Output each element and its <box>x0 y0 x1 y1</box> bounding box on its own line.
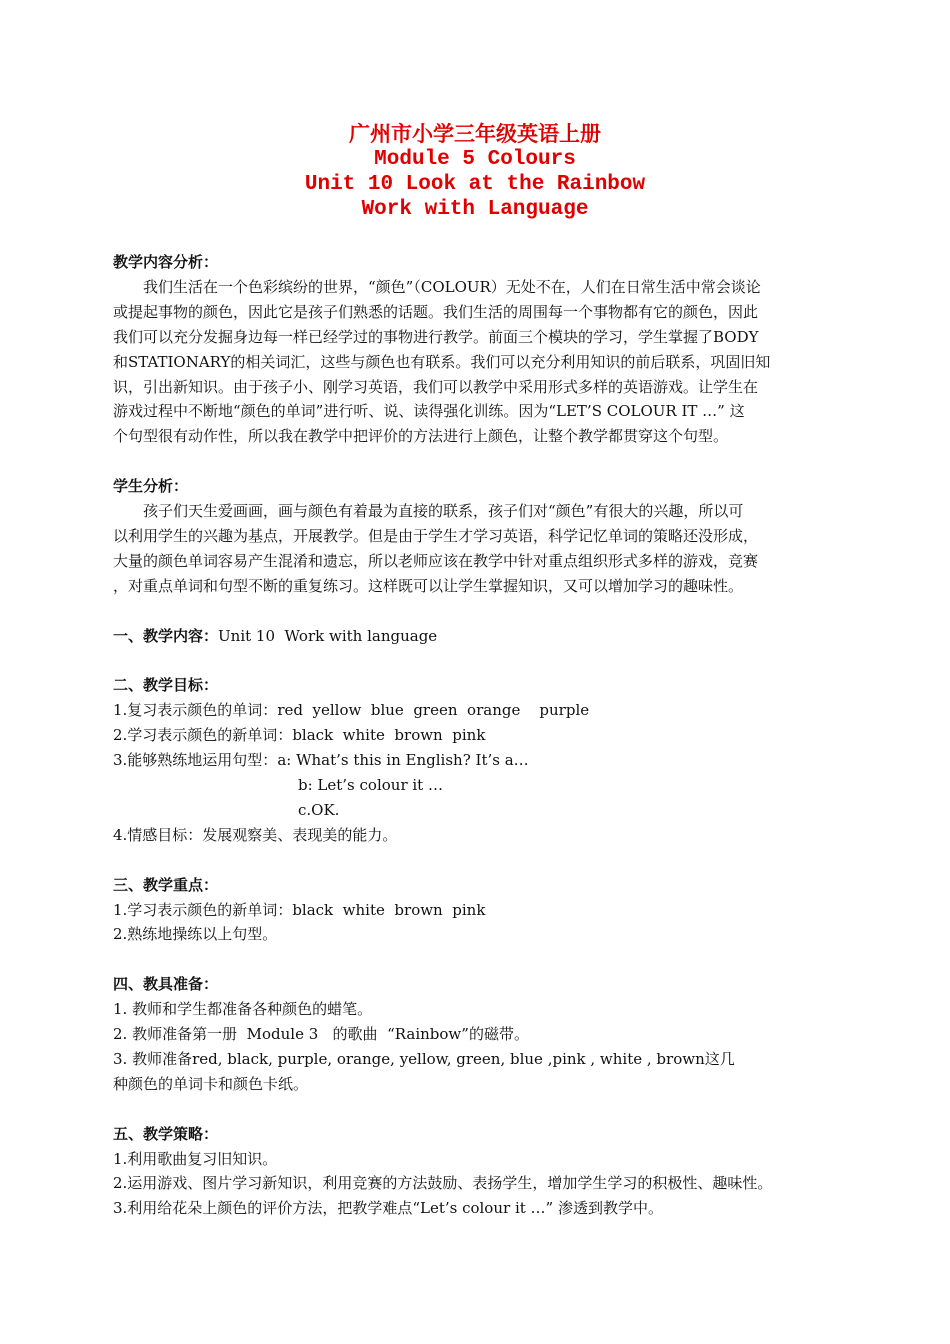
prep-item-1: 1. 教师和学生都准备各种颜色的蜡笔。 <box>113 1000 373 1019</box>
goal-item-2: 2.学习表示颜色的新单词：black white brown pink <box>113 726 486 745</box>
teaching-content-line <box>113 624 835 649</box>
analysis-line: 我们生活在一个色彩缤纷的世界，“颜色”（COLOUR）无处不在，人们在日常生活中常会谈论 <box>143 277 761 296</box>
goal-item-3b: b: Let’s colour it … <box>298 775 443 794</box>
heading-teaching-goals: 二、教学目标： <box>113 676 219 695</box>
analysis-line: 个句型很有动作性，所以我在教学中把评价的方法进行上颜色，让整个教学都贯穿这个句型。 <box>113 427 729 446</box>
goal-item-3c: c.OK. <box>298 800 340 819</box>
heading-student-analysis: 学生分析： <box>113 477 189 496</box>
title-chinese: 广州市小学三年级英语上册 <box>349 122 601 146</box>
heading-teaching-aids: 四、教具准备： <box>113 975 219 994</box>
title-work: Work with Language <box>361 198 589 221</box>
students-line: 大量的颜色单词容易产生混淆和遗忘，所以老师应该在教学中针对重点组织形式多样的游戏，竞赛 <box>113 551 759 570</box>
goal-item-3: 3.能够熟练地运用句型：a: What’s this in English? It’s a… <box>113 751 529 770</box>
keypoint-item-1: 1.学习表示颜色的新单词：black white brown pink <box>113 900 486 919</box>
strategy-item-2: 2.运用游戏、图片学习新知识，利用竞赛的方法鼓励、表扬学生，增加学生学习的积极性、趣味性。 <box>113 1174 773 1193</box>
document-body <box>113 250 835 1221</box>
prep-item-2: 2. 教师准备第一册 Module 3 的歌曲 “Rainbow”的磁带。 <box>113 1025 529 1044</box>
title-unit: Unit 10 Look at the Rainbow <box>304 173 646 196</box>
analysis-line: 和STATIONARY的相关词汇，这些与颜色也有联系。我们可以充分利用知识的前后联系，巩固旧知 <box>113 352 771 371</box>
students-line: ，对重点单词和句型不断的重复练习。这样既可以让学生掌握知识，又可以增加学习的趣味性。 <box>113 576 744 595</box>
prep-item-3-continued: 种颜色的单词卡和颜色卡纸。 <box>113 1074 309 1093</box>
teaching-content-text: Unit 10 Work with language <box>218 626 438 645</box>
goal-item-1: 1.复习表示颜色的单词：red yellow blue green orange purple <box>113 701 590 720</box>
strategy-item-3: 3.利用给花朵上颜色的评价方法，把教学难点“Let’s colour it …” 渗透到教学中。 <box>113 1199 663 1218</box>
analysis-line: 识，引出新知识。由于孩子小、刚学习英语，我们可以教学中采用形式多样的英语游戏。让学生在 <box>113 377 759 396</box>
title-module: Module 5 Colours <box>374 148 576 171</box>
document-title-block <box>0 122 950 222</box>
heading-teaching-strategy: 五、教学策略： <box>113 1124 219 1143</box>
goal-item-4: 4.情感目标：发展观察美、表现美的能力。 <box>113 825 398 844</box>
analysis-line: 我们可以充分发掘身边每一样已经学过的事物进行教学。前面三个模块的学习，学生掌握了BODY <box>113 327 759 346</box>
students-line: 孩子们天生爱画画，画与颜色有着最为直接的联系，孩子们对“颜色”有很大的兴趣，所以可 <box>143 502 744 521</box>
analysis-line: 或提起事物的颜色，因此它是孩子们熟悉的话题。我们生活的周围每一个事物都有它的颜色，因此 <box>113 302 759 321</box>
analysis-line: 游戏过程中不断地“颜色的单词”进行听、说、读得强化训练。因为“LET’S COLOUR IT …” 这 <box>113 402 745 421</box>
students-line: 以利用学生的兴趣为基点，开展教学。但是由于学生才学习英语，科学记忆单词的策略还没形成， <box>113 526 759 545</box>
prep-item-3: 3. 教师准备red, black, purple, orange, yellow, green, blue ,pink , white , brown这几 <box>113 1049 735 1068</box>
heading-key-points: 三、教学重点： <box>113 875 219 894</box>
keypoint-item-2: 2.熟练地操练以上句型。 <box>113 925 278 944</box>
strategy-item-1: 1.利用歌曲复习旧知识。 <box>113 1149 278 1168</box>
heading-content-analysis: 教学内容分析： <box>113 253 219 271</box>
heading-teaching-content: 一、教学内容： <box>113 626 219 645</box>
